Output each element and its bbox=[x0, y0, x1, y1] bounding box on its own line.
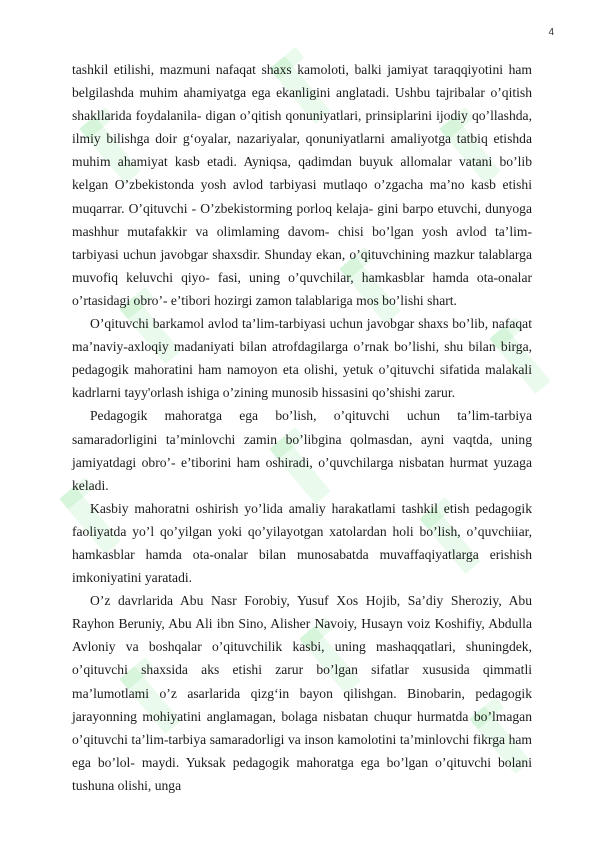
paragraph: Pedagogik mahoratga ega bo’lish, o’qituvchi uchun ta’lim-tarbiya samaradorligini ta’minlovchi zamin bo’libgina qolmasdan, ayni vaqtda, uning jamiyatdagi obro’- e’tiborini ham oshiradi, o’quvchilarga nisbatan hurmat yuzaga keladi. bbox=[72, 408, 532, 493]
paragraph: O’z davrlarida Abu Nasr Forobiy, Yusuf Xos Hojib, Sa’diy Sheroziy, Abu Rayhon Beruniy, Abu Ali ibn Sino, Alisher Navoiy, Husayn voiz Koshifiy, Abdulla Avloniy va boshqalar o’qituvchilik kasbi, uning mashaqqatlari, shuningdek, o’qituvchi shaxsida aks etishi zarur bo’lgan sifatlar xususida qimmatli ma’lumotlami o’z asarlarida qizg‘in bayon qilishgan. Binobarin, pedagogik jarayonning mohiyatini anglamagan, bolaga nisbatan chuqur hurmatda bo’lmagan o’qituvchi ta’lim-tarbiya samaradorligi va inson kamolotini ta’minlovchi fikrga ham ega bo’lol- maydi. Yuksak pedagogik mahoratga ega bo’lgan o’qituvchi bolani tushuna olishi, unga bbox=[72, 593, 532, 793]
paragraph: tashkil etilishi, mazmuni nafaqat shaxs kamoloti, balki jamiyat taraqqiyotini ham belgilashda muhim ahamiyatga ega ekanligini anglatadi. Ushbu tajribalar o’qitish shakllarida foydalanila- digan o’qitish qonuniyatlari, prinsiplarini ijodiy qo’llashda, ilmiy bilishga doir g‘oyalar, nazariyalar, qonuniyatlarni amaliyotga tatbiq etishda muhim ahamiyat kasb etadi. Ayniqsa, qadimdan buyuk allomalar vatani bo’lib kelgan O’zbekistonda yosh avlod tarbiyasi mutlaqo o’zgacha ma’no kasb etishi muqarrar. O’qituvchi - O’zbekistorming porloq kelaja- gini barpo etuvchi, dunyoga mashhur mutafakkir va olimlaming davom- chisi bo’lgan yosh avlod ta’lim-tarbiyasi uchun javobgar shaxsdir. Shunday ekan, o’qituvchining mazkur talablarga muvofiq keluvchi qiyo- fasi, uning o’quvchilar, hamkasblar hamda ota-onalar o’rtasidagi obro’- e’tibori hozirgi zamon talablariga mos bo’lishi shart. bbox=[72, 62, 532, 308]
paragraph: O’qituvchi barkamol avlod ta’lim-tarbiyasi uchun javobgar shaxs bo’lib, nafaqat ma’naviy-axloqiy madaniyati bilan atrofdagilarga o’rnak bo’lishi, shu bilan birga, pedagogik mahoratini ham namoyon eta olishi, yetuk o’qituvchi sifatida malakali kadrlarni tayy'orlash ishiga o’zining munosib hissasini qo’shishi zarur. bbox=[72, 316, 532, 401]
document-body bbox=[72, 58, 532, 797]
paragraph: Kasbiy mahoratni oshirish yo’lida amaliy harakatlami tashkil etish pedagogik faoliyatda yo’l qo’yilgan yoki qo’yilayotgan xatolardan holi bo’lish, o’quvchiiar, hamkasblar hamda ota-onalar bilan munosabatda muvaffaqiyatlarga erishish imkoniyatini yaratadi. bbox=[72, 500, 532, 586]
page-number: 4 bbox=[548, 27, 554, 38]
